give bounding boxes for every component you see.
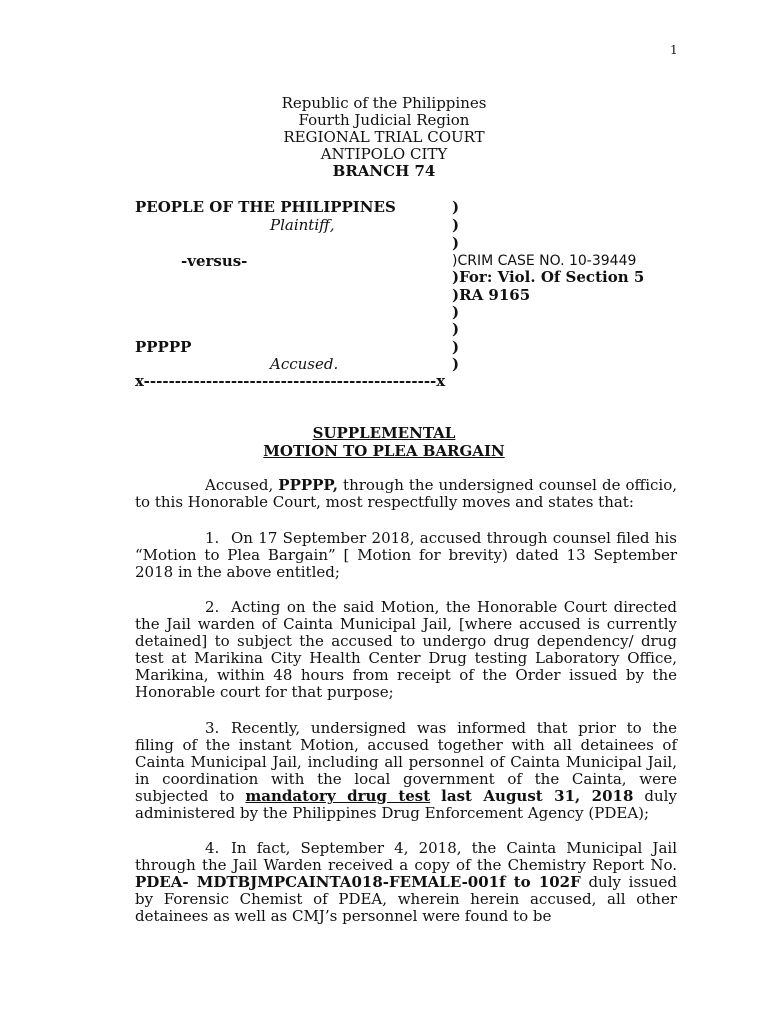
paragraph-text: Acting on the said Motion, the Honorable Court directed the Jail warden of Cainta Municipal Jail, [where accused is currently detained] to subject the accused to undergo drug dependency/ drug test at Marikina City Health Center Drug testing Laboratory Office, Marikina, within 48 hours from receipt of the Order issued by the Honorable court for that purpose; (135, 598, 677, 701)
case-number: )CRIM CASE NO. 10-39449 (452, 253, 637, 269)
emphasis-date: last August 31, 2018 (441, 787, 634, 805)
header-city: ANTIPOLO CITY (320, 145, 448, 163)
paragraph-text: In fact, September 4, 2018, the Cainta Municipal Jail through the Jail Warden received a copy of the Chemistry Report No. (135, 839, 677, 874)
accused-role: Accused. (270, 355, 339, 373)
intro-text: through the undersigned counsel de officio, to this Honorable Court, most respectfully moves and states that: (135, 476, 677, 511)
header-republic: Republic of the Philippines (281, 94, 487, 112)
paragraph-text: duly administered by the Philippines Drug Enforcement Agency (PDEA); (135, 787, 677, 822)
document-title-line2: MOTION TO PLEA BARGAIN (263, 442, 505, 460)
paragraph-3 (135, 720, 677, 822)
caption-paren: ) (452, 216, 460, 234)
caption-paren: ) (452, 355, 460, 373)
case-offense: )For: Viol. Of Section 5 (452, 268, 645, 286)
paragraph-1 (135, 530, 677, 581)
caption-paren: ) (452, 338, 460, 356)
header-branch: BRANCH 74 (332, 162, 436, 180)
plaintiff-name: PEOPLE OF THE PHILIPPINES (135, 198, 396, 216)
paragraph-text (430, 787, 441, 805)
chemistry-report-number: PDEA- MDTBJMPCAINTA018-FEMALE-001f to 102F (135, 873, 581, 891)
page-number: 1 (670, 43, 678, 57)
paragraph-text: duly issued by Forensic Chemist of PDEA, wherein herein accused, all other detainees as well as CMJ’s personnel were found to be (135, 873, 677, 925)
caption-rule: x-----------------------------------------------x (135, 372, 446, 390)
caption-paren: ) (452, 234, 460, 252)
paragraph-number: 1. (205, 529, 220, 547)
emphasis-drug-test: mandatory drug test (245, 787, 431, 805)
caption-paren: ) (452, 198, 460, 216)
paragraph-text: Recently, undersigned was informed that prior to the filing of the instant Motion, accused together with all detainees of Cainta Municipal Jail, including all personnel of Cainta Municipal Jail, in coordination with the local government of the Cainta, were subjected to (135, 719, 677, 805)
paragraph-text: On 17 September 2018, accused through counsel filed his “Motion to Plea Bargain” [ Motion for brevity) dated 13 September 2018 in the above entitled; (135, 529, 677, 581)
paragraph-number: 3. (205, 719, 220, 737)
header-court: REGIONAL TRIAL COURT (283, 128, 485, 146)
paragraph-4 (135, 840, 677, 925)
paragraph-number: 4. (205, 839, 220, 857)
intro-accused: PPPPP, (278, 476, 338, 494)
document-title-line1: SUPPLEMENTAL (312, 424, 456, 442)
paragraph-2 (135, 599, 677, 701)
caption-paren: ) (452, 320, 460, 338)
header-region: Fourth Judicial Region (298, 111, 470, 129)
versus-label: -versus- (181, 252, 248, 270)
caption-paren: ) (452, 303, 460, 321)
intro-text: Accused, (205, 476, 279, 494)
intro-paragraph (135, 477, 677, 511)
case-ra: )RA 9165 (452, 286, 531, 304)
paragraph-number: 2. (205, 598, 220, 616)
accused-name: PPPPP (135, 338, 192, 356)
plaintiff-role: Plaintiff, (270, 216, 335, 234)
court-header (0, 95, 768, 180)
